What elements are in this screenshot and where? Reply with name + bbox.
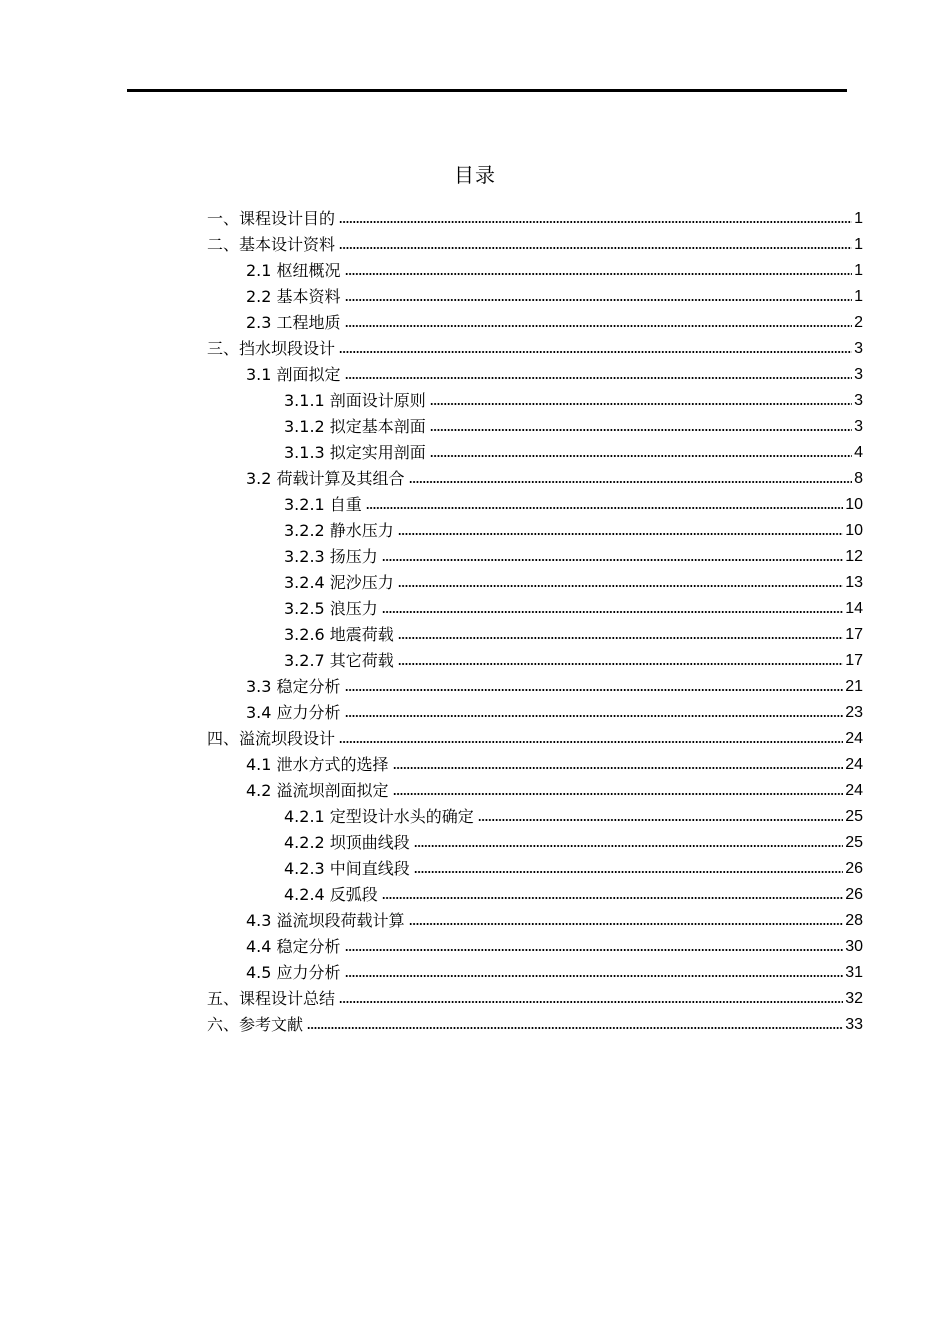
toc-entry[interactable] xyxy=(246,698,863,724)
toc-entry-label: 3.1.1 剖面设计原则 xyxy=(284,391,426,410)
toc-entry-label: 3.2.2 静水压力 xyxy=(284,521,394,540)
toc-entry[interactable] xyxy=(284,620,863,646)
toc-entry[interactable] xyxy=(284,568,863,594)
dot-leader xyxy=(398,531,843,537)
dot-leader xyxy=(345,297,853,303)
toc-entry-label: 3.2 荷载计算及其组合 xyxy=(246,469,405,488)
dot-leader xyxy=(409,921,844,927)
dot-leader xyxy=(430,401,852,407)
toc-entry[interactable] xyxy=(284,880,863,906)
page-title: 目录 xyxy=(454,163,496,187)
toc-entry-label: 4.3 溢流坝段荷载计算 xyxy=(246,911,405,930)
dot-leader xyxy=(345,947,844,953)
toc-entry-label: 4.2 溢流坝剖面拟定 xyxy=(246,781,389,800)
dot-leader xyxy=(398,583,843,589)
toc-entry-page-number: 30 xyxy=(845,938,863,955)
toc-entry-page-number: 1 xyxy=(854,236,863,253)
dot-leader xyxy=(398,635,843,641)
dot-leader xyxy=(366,505,843,511)
dot-leader xyxy=(393,765,844,771)
dot-leader xyxy=(345,713,844,719)
toc-entry[interactable] xyxy=(284,490,863,516)
toc-entry[interactable] xyxy=(246,282,863,308)
toc-entry-page-number: 3 xyxy=(854,418,863,435)
toc-entry[interactable] xyxy=(246,906,863,932)
toc-entry-page-number: 26 xyxy=(845,860,863,877)
dot-leader xyxy=(345,271,853,277)
toc-entry-page-number: 1 xyxy=(854,210,863,227)
toc-entry-page-number: 3 xyxy=(854,392,863,409)
dot-leader xyxy=(339,219,852,225)
dot-leader xyxy=(414,843,843,849)
dot-leader xyxy=(382,609,843,615)
toc-entry-page-number: 24 xyxy=(845,756,863,773)
toc-entry-page-number: 21 xyxy=(845,678,863,695)
toc-entry[interactable] xyxy=(246,672,863,698)
dot-leader xyxy=(414,869,843,875)
toc-entry-label: 3.3 稳定分析 xyxy=(246,677,341,696)
dot-leader xyxy=(345,973,844,979)
toc-entry[interactable] xyxy=(207,204,863,230)
toc-entry-page-number: 25 xyxy=(845,834,863,851)
toc-entry-page-number: 13 xyxy=(845,574,863,591)
toc-entry[interactable] xyxy=(284,646,863,672)
toc-entry[interactable] xyxy=(284,412,863,438)
toc-entry[interactable] xyxy=(207,984,863,1010)
dot-leader xyxy=(409,479,853,485)
toc-entry-page-number: 3 xyxy=(854,366,863,383)
toc-entry-label: 三、挡水坝段设计 xyxy=(207,339,336,358)
toc-entry[interactable] xyxy=(246,360,863,386)
toc-entry[interactable] xyxy=(284,854,863,880)
toc-entry[interactable] xyxy=(246,308,863,334)
dot-leader xyxy=(307,1025,843,1031)
toc-entry[interactable] xyxy=(246,776,863,802)
toc-entry-label: 4.2.1 定型设计水头的确定 xyxy=(284,807,474,826)
toc-entry[interactable] xyxy=(284,802,863,828)
toc-entry-page-number: 14 xyxy=(845,600,863,617)
toc-entry-label: 3.2.6 地震荷载 xyxy=(284,625,394,644)
dot-leader xyxy=(345,687,844,693)
dot-leader xyxy=(430,427,852,433)
toc-entry-label: 4.2.2 坝顶曲线段 xyxy=(284,833,410,852)
toc-entry-label: 4.4 稳定分析 xyxy=(246,937,341,956)
dot-leader xyxy=(339,739,843,745)
toc-entry-label: 四、溢流坝段设计 xyxy=(207,729,336,748)
toc-entry[interactable] xyxy=(284,828,863,854)
toc-entry-page-number: 10 xyxy=(845,496,863,513)
toc-entry-label: 4.5 应力分析 xyxy=(246,963,341,982)
toc-entry-page-number: 23 xyxy=(845,704,863,721)
toc-entry-label: 3.1 剖面拟定 xyxy=(246,365,341,384)
toc-entry-page-number: 8 xyxy=(854,470,863,487)
toc-entry-page-number: 2 xyxy=(854,314,863,331)
dot-leader xyxy=(478,817,843,823)
dot-leader xyxy=(430,453,852,459)
toc-entry-page-number: 3 xyxy=(854,340,863,357)
toc-entry-label: 3.1.2 拟定基本剖面 xyxy=(284,417,426,436)
toc-entry-label: 3.4 应力分析 xyxy=(246,703,341,722)
toc-entry-page-number: 32 xyxy=(845,990,863,1007)
toc-entry[interactable] xyxy=(246,750,863,776)
toc-entry-page-number: 17 xyxy=(845,652,863,669)
toc-entry-label: 3.2.5 浪压力 xyxy=(284,599,378,618)
dot-leader xyxy=(382,557,843,563)
dot-leader xyxy=(382,895,843,901)
dot-leader xyxy=(339,245,852,251)
toc-entry-label: 一、课程设计目的 xyxy=(207,209,336,228)
toc-entry[interactable] xyxy=(246,932,863,958)
dot-leader xyxy=(339,349,852,355)
dot-leader xyxy=(398,661,843,667)
toc-entry-label: 2.3 工程地质 xyxy=(246,313,341,332)
toc-entry[interactable] xyxy=(246,958,863,984)
toc-entry-label: 二、基本设计资料 xyxy=(207,235,336,254)
toc-entry-label: 4.2.3 中间直线段 xyxy=(284,859,410,878)
toc-entry[interactable] xyxy=(284,438,863,464)
toc-entry-label: 3.2.7 其它荷载 xyxy=(284,651,394,670)
toc-entry-label: 2.2 基本资料 xyxy=(246,287,341,306)
toc-entry-page-number: 4 xyxy=(854,444,863,461)
toc-entry-label: 3.1.3 拟定实用剖面 xyxy=(284,443,426,462)
toc-entry[interactable] xyxy=(284,542,863,568)
toc-entry-page-number: 33 xyxy=(845,1016,863,1033)
toc-entry-page-number: 12 xyxy=(845,548,863,565)
dot-leader xyxy=(345,375,853,381)
toc-entry-page-number: 28 xyxy=(845,912,863,929)
toc-entry[interactable] xyxy=(207,724,863,750)
toc-entry-label: 2.1 枢纽概况 xyxy=(246,261,341,280)
toc-entry-label: 3.2.4 泥沙压力 xyxy=(284,573,394,592)
toc-entry-page-number: 25 xyxy=(845,808,863,825)
toc-entry-label: 五、课程设计总结 xyxy=(207,989,336,1008)
toc-entry[interactable] xyxy=(207,1010,863,1036)
toc-entry-label: 六、参考文献 xyxy=(207,1015,304,1034)
toc-entry[interactable] xyxy=(284,386,863,412)
toc-entry-page-number: 1 xyxy=(854,288,863,305)
toc-entry[interactable] xyxy=(284,516,863,542)
toc-entry-page-number: 10 xyxy=(845,522,863,539)
toc-entry-label: 3.2.1 自重 xyxy=(284,495,362,514)
toc-entry-page-number: 26 xyxy=(845,886,863,903)
toc-entry-label: 4.2.4 反弧段 xyxy=(284,885,378,904)
toc-entry-label: 3.2.3 扬压力 xyxy=(284,547,378,566)
dot-leader xyxy=(345,323,853,329)
toc-entry[interactable] xyxy=(246,464,863,490)
dot-leader xyxy=(393,791,844,797)
toc-entry-label: 4.1 泄水方式的选择 xyxy=(246,755,389,774)
toc-entry[interactable] xyxy=(207,334,863,360)
toc-entry-page-number: 24 xyxy=(845,782,863,799)
toc-entry[interactable] xyxy=(284,594,863,620)
toc-entry[interactable] xyxy=(246,256,863,282)
toc-entry-page-number: 17 xyxy=(845,626,863,643)
toc-entry-page-number: 1 xyxy=(854,262,863,279)
toc-entry-page-number: 24 xyxy=(845,730,863,747)
toc-entry[interactable] xyxy=(207,230,863,256)
dot-leader xyxy=(339,999,843,1005)
header-rule xyxy=(127,89,847,92)
toc-entry-page-number: 31 xyxy=(845,964,863,981)
